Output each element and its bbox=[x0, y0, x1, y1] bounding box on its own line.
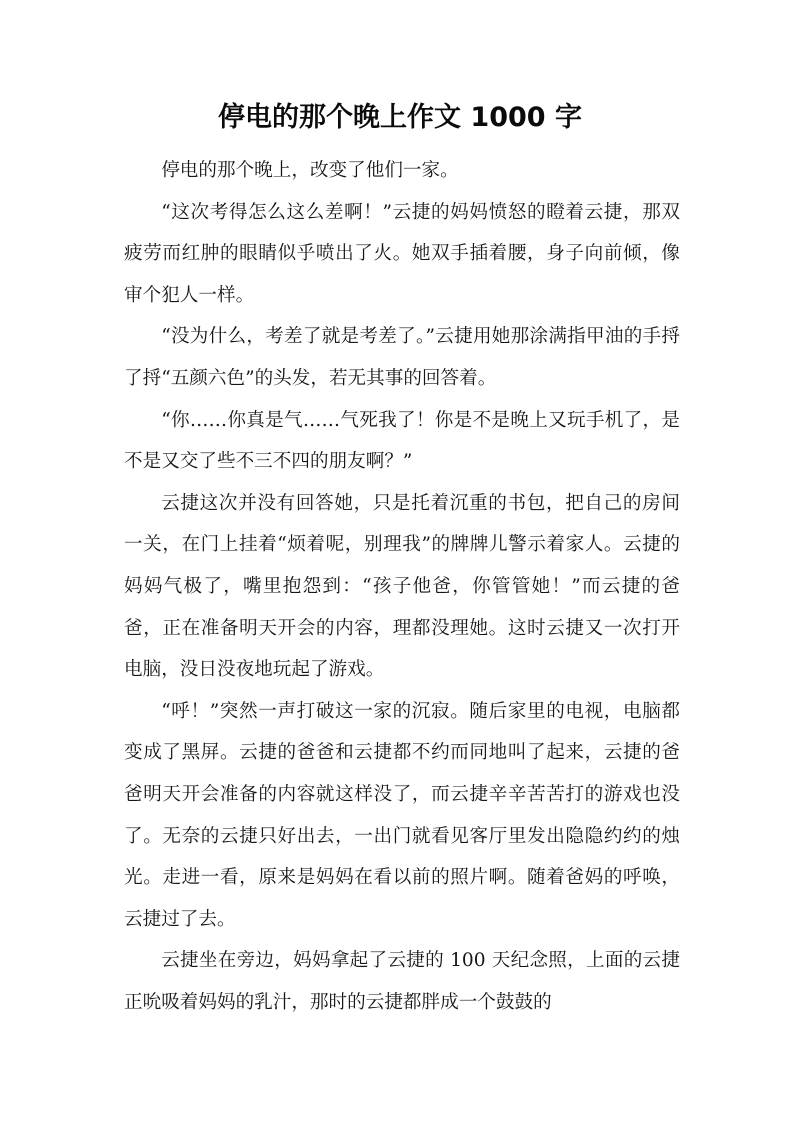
paragraph: 云捷坐在旁边，妈妈拿起了云捷的 100 天纪念照，上面的云捷正吮吸着妈妈的乳汁，那时的云捷都胖成一个鼓鼓的 bbox=[124, 950, 680, 1013]
paragraph: “你……你真是气……气死我了！你是不是晚上又玩手机了，是不是又交了些不三不四的朋友啊？” bbox=[124, 409, 680, 473]
paragraph: “呼！”突然一声打破这一家的沉寂。随后家里的电视，电脑都变成了黑屏。云捷的爸爸和云捷都不约而同地叫了起来，云捷的爸爸明天开会准备的内容就这样没了，而云捷辛辛苦苦打的游戏也没了。无奈的云捷只好出去，一出门就看见客厅里发出隐隐约约的烛光。走进一看，原来是妈妈在看以前的照片啊。随着爸妈的呼唤，云捷过了去。 bbox=[124, 700, 680, 930]
paragraph: “没为什么，考差了就是考差了。”云捷用她那涂满指甲油的手捋了捋“五颜六色”的头发，若无其事的回答着。 bbox=[124, 326, 680, 389]
document-body bbox=[124, 150, 680, 1023]
paragraph: 云捷这次并没有回答她，只是托着沉重的书包，把自己的房间一关，在门上挂着“烦着呢，别理我”的牌牌儿警示着家人。云捷的妈妈气极了，嘴里抱怨到：“孩子他爸，你管管她！”而云捷的爸爸，正在准备明天开会的内容，理都没理她。这时云捷又一次打开电脑，没日没夜地玩起了游戏。 bbox=[124, 492, 680, 681]
paragraph: “这次考得怎么这么差啊！”云捷的妈妈愤怒的瞪着云捷，那双疲劳而红肿的眼睛似乎喷出了火。她双手插着腰，身子向前倾，像审个犯人一样。 bbox=[124, 201, 680, 306]
paragraph: 停电的那个晚上，改变了他们一家。 bbox=[161, 160, 459, 181]
document-title: 停电的那个晚上作文 1000 字 bbox=[218, 102, 582, 133]
